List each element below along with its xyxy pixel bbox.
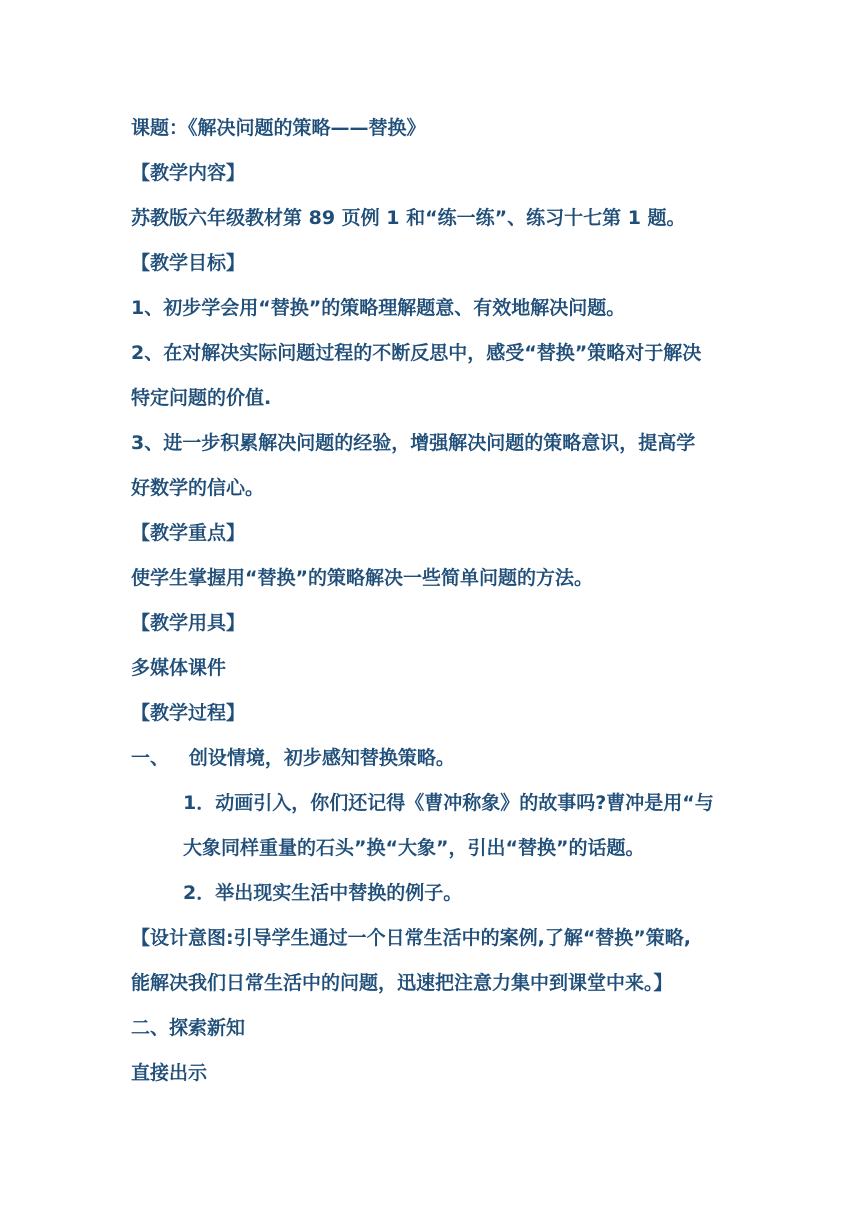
document-title: 课题：《解决问题的策略——替换》 <box>131 117 426 139</box>
teaching-process-heading: 【教学过程】 <box>131 702 246 724</box>
goal-2-line-1: 2、在对解决实际问题过程的不断反思中，感受“替换”策略对于解决 <box>131 342 702 364</box>
teaching-content-text: 苏教版六年级教材第 89 页例 1 和“练一练”、练习十七第 1 题。 <box>131 207 686 229</box>
teaching-focus-heading: 【教学重点】 <box>131 522 246 544</box>
goal-2-line-2: 特定问题的价值. <box>131 387 272 409</box>
teaching-content-heading: 【教学内容】 <box>131 162 246 184</box>
goal-3-line-1: 3、进一步积累解决问题的经验，增强解决问题的策略意识，提高学 <box>131 432 696 454</box>
step-1-item-2: 2．举出现实生活中替换的例子。 <box>183 882 463 904</box>
goal-3-line-2: 好数学的信心。 <box>131 477 265 499</box>
process-step-2-text: 直接出示 <box>131 1062 208 1084</box>
teaching-tools-heading: 【教学用具】 <box>131 612 246 634</box>
step-1-item-1-line-1: 1．动画引入，你们还记得《曹冲称象》的故事吗?曹冲是用“与 <box>183 792 714 814</box>
goal-1: 1、初步学会用“替换”的策略理解题意、有效地解决问题。 <box>131 297 626 319</box>
design-intent-line-1: 【设计意图:引导学生通过一个日常生活中的案例,了解“替换”策略, <box>131 927 692 949</box>
design-intent-line-2: 能解决我们日常生活中的问题，迅速把注意力集中到课堂中来。】 <box>131 972 673 994</box>
process-step-2: 二、探索新知 <box>131 1017 246 1039</box>
teaching-tools-text: 多媒体课件 <box>131 657 227 679</box>
process-step-1: 一、 创设情境，初步感知替换策略。 <box>131 747 455 769</box>
teaching-goals-heading: 【教学目标】 <box>131 252 246 274</box>
step-1-item-1-line-2: 大象同样重量的石头”换“大象”，引出“替换”的话题。 <box>183 837 645 859</box>
teaching-focus-text: 使学生掌握用“替换”的策略解决一些简单问题的方法。 <box>131 567 593 589</box>
